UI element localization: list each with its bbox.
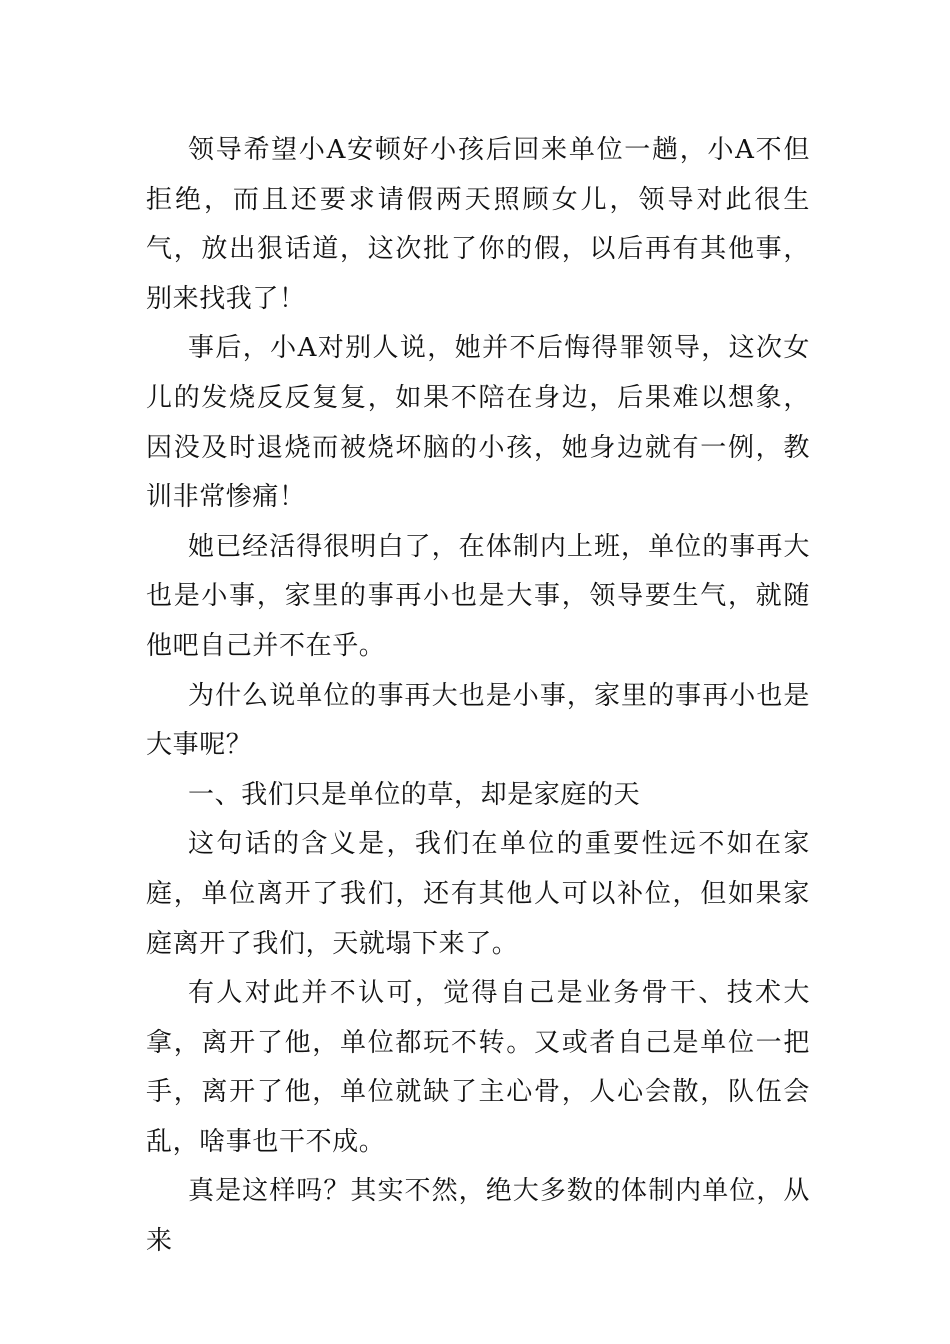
paragraph-6: 有人对此并不认可，觉得自己是业务骨干、技术大拿，离开了他，单位都玩不转。又或者自己是单位一把手，离开了他，单位就缺了主心骨，人心会散，队伍会乱，啥事也干不成。	[146, 978, 810, 1157]
paragraph-7: 真是这样吗？其实不然，绝大多数的体制内单位，从来	[146, 1176, 810, 1257]
paragraph-3: 她已经活得很明白了，在体制内上班，单位的事再大也是小事，家里的事再小也是大事，领导要生气，就随他吧自己并不在乎。	[146, 531, 810, 661]
paragraph-1: 领导希望小A安顿好小孩后回来单位一趟，小A不但拒绝，而且还要求请假两天照顾女儿，领导对此很生气，放出狠话道，这次批了你的假，以后再有其他事，别来找我了！	[146, 135, 810, 314]
paragraph-5: 这句话的含义是，我们在单位的重要性远不如在家庭，单位离开了我们，还有其他人可以补位，但如果家庭离开了我们，天就塌下来了。	[146, 829, 810, 959]
document-body	[146, 126, 810, 1267]
paragraph-4: 为什么说单位的事再大也是小事，家里的事再小也是大事呢？	[146, 680, 810, 761]
paragraph-2: 事后，小A对别人说，她并不后悔得罪领导，这次女儿的发烧反反复复，如果不陪在身边，后果难以想象，因没及时退烧而被烧坏脑的小孩，她身边就有一例，教训非常惨痛！	[146, 333, 810, 513]
section-heading: 一、我们只是单位的草，却是家庭的天	[188, 779, 641, 810]
